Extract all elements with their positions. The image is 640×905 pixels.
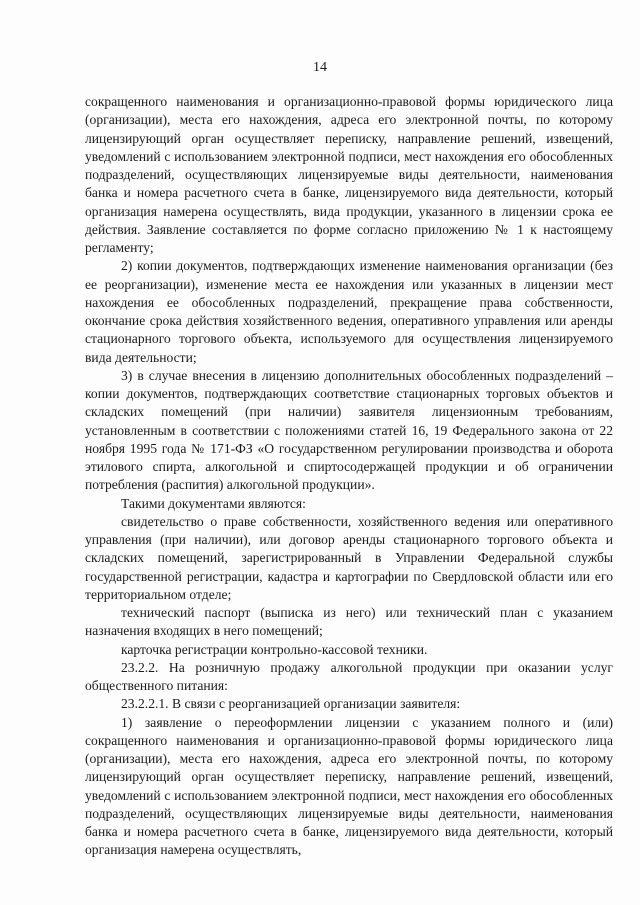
paragraph: 3) в случае внесения в лицензию дополнительных обособленных подразделений – копии документов, подтверждающих соответствие стационарных торговых объектов и складских помещений (при наличии) заявителя лицензионным требованиям, установленным в соответствии с положениями статей 16, 19 Федерального закона от 22 ноября 1995 года № 171-ФЗ «О государственном регулировании производства и оборота этилового спирта, алкогольной и спиртосодержащей продукции и об ограничении потребления (распития) алкогольной продукции».	[85, 367, 613, 493]
paragraph: сокращенного наименования и организационно-правовой формы юридического лица (организации), места его нахождения, адреса его электронной почты, по которому лицензирующий орган осуществляет переписку, направление решений, извещений, уведомлений с использованием электронной подписи, мест нахождения его обособленных подразделений, осуществляющих лицензируемые виды деятельности, наименования банка и номера расчетного счета в банке, лицензируемого вида деятельности, который организация намерена осуществлять, вида продукции, указанного в лицензии срока ее действия. Заявление составляется по форме согласно приложению № 1 к настоящему регламенту;	[85, 94, 613, 255]
paragraph: свидетельство о праве собственности, хозяйственного ведения или оперативного управления (при наличии), или договор аренды стационарного торгового объекта и складских помещений, зарегистрированный в Управлении Федеральной службы государственной регистрации, кадастра и картографии по Свердловской области или его территориальном отделе;	[85, 513, 613, 602]
paragraph: Такими документами являются:	[121, 495, 306, 511]
paragraph: карточка регистрации контрольно-кассовой техники.	[121, 641, 428, 657]
paragraph: технический паспорт (выписка из него) или технический план с указанием назначения входящих в него помещений;	[85, 605, 613, 639]
page-number: 14	[313, 60, 327, 75]
paragraph: 2) копии документов, подтверждающих изменение наименования организации (без ее реорганизации), изменение места ее нахождения или указанных в лицензии мест нахождения ее обособленных подразделений, прекращение права собственности, окончание срока действия хозяйственного ведения, оперативного управления или аренды стационарного торгового объекта, используемого для осуществления лицензируемого вида деятельности;	[85, 258, 613, 365]
paragraph: 23.2.2. На розничную продажу алкогольной продукции при оказании услуг общественного питания:	[85, 659, 613, 693]
document-body	[85, 93, 613, 860]
paragraph: 23.2.2.1. В связи с реорганизацией организации заявителя:	[121, 696, 461, 712]
paragraph: 1) заявление о переоформлении лицензии с указанием полного и (или) сокращенного наименования и организационно-правовой формы юридического лица (организации), места его нахождения, адреса его электронной почты, по которому лицензирующий орган осуществляет переписку, направление решений, извещений, уведомлений с использованием электронной подписи, мест нахождения его обособленных подразделений, осуществляющих лицензируемые виды деятельности, наименования банка и номера расчетного счета в банке, лицензируемого вида деятельности, который организация намерена осуществлять,	[85, 714, 613, 858]
